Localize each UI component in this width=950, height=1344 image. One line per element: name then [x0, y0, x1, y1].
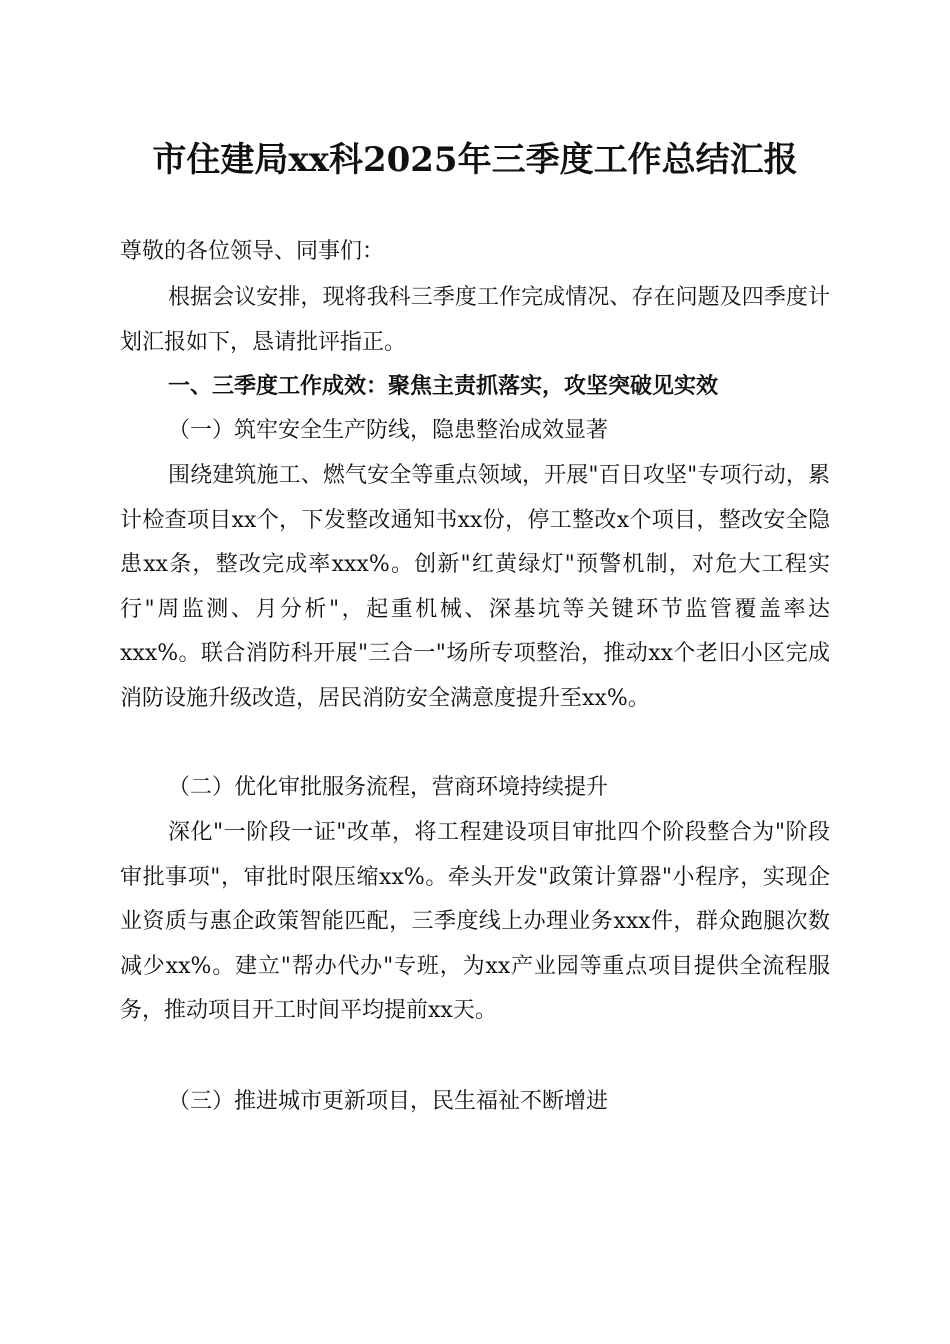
section-1-heading: 一、三季度工作成效：聚焦主责抓落实，攻坚突破见实效 — [168, 374, 719, 399]
intro-paragraph: 根据会议安排，现将我科三季度工作完成情况、存在问题及四季度计划汇报如下，恳请批评指正。 — [120, 285, 830, 355]
greeting: 尊敬的各位领导、同事们： — [120, 239, 385, 264]
document-title: 市住建局xx科2025年三季度工作总结汇报 — [152, 140, 798, 180]
subsection-3-heading: （三）推进城市更新项目，民生福祉不断增进 — [168, 1089, 609, 1114]
subsection-1-body: 围绕建筑施工、燃气安全等重点领域，开展"百日攻坚"专项行动，累计检查项目xx个，下发整改通知书xx份，停工整改x个项目，整改安全隐患xx条，整改完成率xxx%。创新"红黄绿灯"预警机制，对危大工程实行"周监测、月分析"，起重机械、深基坑等关键环节监管覆盖率达xxx%。联合消防科开展"三合一"场所专项整治，推动xx个老旧小区完成消防设施升级改造，居民消防安全满意度提升至xx%。 — [120, 463, 830, 711]
subsection-1-heading: （一）筑牢安全生产防线，隐患整治成效显著 — [168, 418, 609, 443]
subsection-2-heading: （二）优化审批服务流程，营商环境持续提升 — [168, 775, 609, 800]
subsection-2-body: 深化"一阶段一证"改革，将工程建设项目审批四个阶段整合为"阶段审批事项"，审批时限压缩xx%。牵头开发"政策计算器"小程序，实现企业资质与惠企政策智能匹配，三季度线上办理业务xxx件，群众跑腿次数减少xx%。建立"帮办代办"专班，为xx产业园等重点项目提供全流程服务，推动项目开工时间平均提前xx天。 — [120, 820, 830, 1023]
